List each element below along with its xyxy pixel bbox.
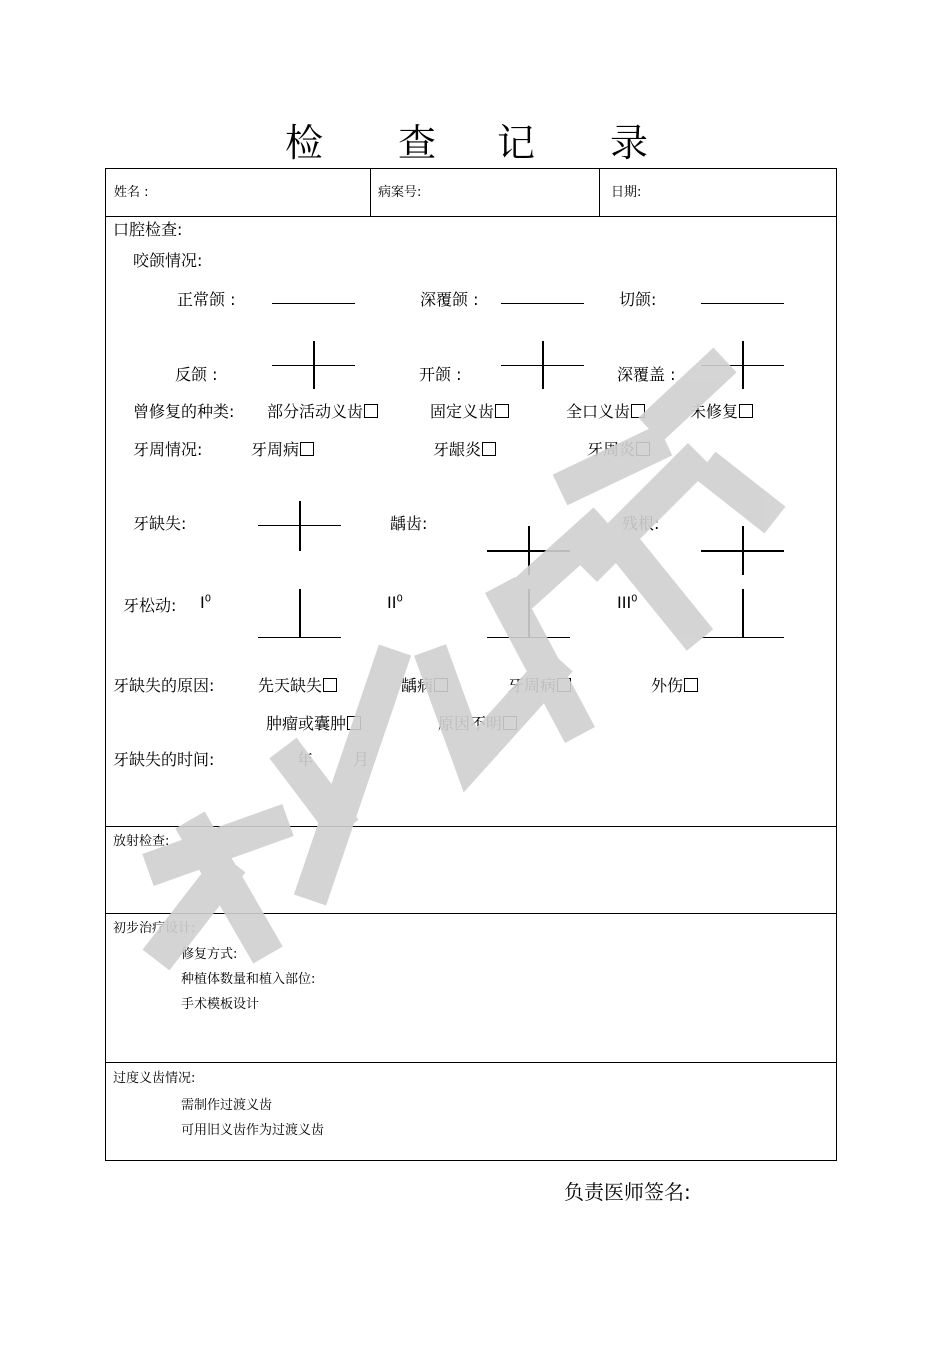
transition-item-new: 需制作过渡义齿 bbox=[181, 1098, 273, 1113]
caries-cross-v bbox=[528, 526, 530, 575]
edge-bite-label: 切颌: bbox=[619, 290, 657, 309]
checkbox-icon[interactable] bbox=[347, 716, 361, 730]
checkbox-icon[interactable] bbox=[684, 678, 698, 692]
normal-bite-line[interactable] bbox=[272, 303, 355, 304]
restoration-option-full-text: 全口义齿 bbox=[566, 402, 631, 421]
case-number-label: 病案号: bbox=[378, 185, 422, 200]
missing-time-label: 牙缺失的时间: bbox=[113, 750, 215, 769]
restoration-option-none[interactable] bbox=[690, 399, 753, 422]
reverse-bite-label: 反颌 : bbox=[175, 365, 218, 384]
mobility-label: 牙松动: bbox=[123, 596, 177, 615]
title-char-1: 检 bbox=[285, 121, 324, 165]
perio-option-periodontitis[interactable] bbox=[587, 437, 650, 460]
checkbox-icon[interactable] bbox=[482, 442, 496, 456]
treatment-heading: 初步治疗设计: bbox=[113, 921, 196, 936]
missing-cross-v bbox=[299, 501, 301, 551]
checkbox-icon[interactable] bbox=[300, 442, 314, 456]
mobility-i-line-h bbox=[258, 637, 341, 638]
mobility-iii bbox=[617, 593, 638, 612]
treatment-item-method: 修复方式: bbox=[181, 947, 238, 962]
mobility-ii-line-v bbox=[528, 589, 530, 637]
cause-option-tumor[interactable] bbox=[266, 711, 361, 734]
cause-label: 牙缺失的原因: bbox=[113, 676, 215, 695]
mobility-i-text: I bbox=[200, 593, 205, 612]
perio-option-gingivitis[interactable] bbox=[433, 437, 496, 460]
checkbox-icon[interactable] bbox=[323, 678, 337, 692]
open-cross-v bbox=[542, 341, 544, 389]
restoration-option-fixed-text: 固定义齿 bbox=[430, 402, 495, 421]
checkbox-icon[interactable] bbox=[495, 404, 509, 418]
mobility-ii bbox=[387, 593, 403, 612]
mobility-iii-line-h bbox=[701, 637, 784, 638]
treatment-item-implants: 种植体数量和植入部位: bbox=[181, 972, 316, 987]
caries-label: 龋齿: bbox=[390, 514, 428, 533]
cause-option-trauma-text: 外伤 bbox=[651, 676, 684, 695]
cause-option-perio[interactable] bbox=[508, 673, 571, 696]
mobility-iii-text: III bbox=[617, 593, 632, 612]
root-label: 残根: bbox=[622, 514, 660, 533]
transition-item-old: 可用旧义齿作为过渡义齿 bbox=[181, 1123, 325, 1138]
restoration-option-fixed[interactable] bbox=[430, 399, 509, 422]
cause-option-caries[interactable] bbox=[401, 673, 448, 696]
cause-option-unknown-text: 原因不明 bbox=[438, 714, 503, 733]
title-char-3: 记 bbox=[497, 121, 536, 165]
missing-time-month: 月 bbox=[353, 750, 370, 769]
checkbox-icon[interactable] bbox=[557, 678, 571, 692]
checkbox-icon[interactable] bbox=[739, 404, 753, 418]
missing-time-year: 年 bbox=[297, 750, 314, 769]
deep-cover-label: 深覆盖 : bbox=[617, 365, 676, 384]
deep-overbite-line[interactable] bbox=[501, 303, 584, 304]
restoration-option-partial-text: 部分活动义齿 bbox=[267, 402, 364, 421]
restoration-label: 曾修复的种类: bbox=[133, 402, 235, 421]
cause-option-congenital-text: 先天缺失 bbox=[258, 676, 323, 695]
checkbox-icon[interactable] bbox=[631, 404, 645, 418]
perio-option-disease-text: 牙周病 bbox=[251, 440, 300, 459]
cause-option-unknown[interactable] bbox=[438, 711, 517, 734]
perio-label: 牙周情况: bbox=[133, 440, 203, 459]
edge-bite-line[interactable] bbox=[701, 303, 784, 304]
checkbox-icon[interactable] bbox=[434, 678, 448, 692]
checkbox-icon[interactable] bbox=[503, 716, 517, 730]
treatment-section bbox=[105, 913, 837, 1063]
perio-option-gingivitis-text: 牙龈炎 bbox=[433, 440, 482, 459]
mobility-iii-degree: 0 bbox=[631, 593, 638, 605]
deep-overbite-label: 深覆颌 : bbox=[420, 290, 479, 309]
restoration-option-none-text: 未修复 bbox=[690, 402, 739, 421]
cause-option-tumor-text: 肿瘤或囊肿 bbox=[266, 714, 347, 733]
mobility-i-line-v bbox=[299, 589, 301, 637]
mobility-i-degree: 0 bbox=[204, 593, 212, 605]
radiology-section bbox=[105, 826, 837, 914]
mobility-i bbox=[200, 593, 211, 612]
title-char-2: 查 bbox=[398, 121, 437, 165]
checkbox-icon[interactable] bbox=[364, 404, 378, 418]
radiology-heading: 放射检查: bbox=[113, 834, 170, 849]
mobility-ii-line-h bbox=[487, 637, 570, 638]
normal-bite-label: 正常颌 : bbox=[177, 290, 236, 309]
bite-heading: 咬颌情况: bbox=[133, 251, 203, 270]
perio-option-disease[interactable] bbox=[251, 437, 314, 460]
reverse-cross-v bbox=[313, 341, 315, 389]
deep-cover-cross-v bbox=[742, 341, 744, 389]
mobility-iii-line-v bbox=[742, 589, 744, 637]
date-label: 日期: bbox=[611, 185, 642, 200]
oral-exam-heading: 口腔检查: bbox=[113, 220, 183, 239]
cause-option-trauma[interactable] bbox=[651, 673, 698, 696]
cause-option-caries-text: 龋病 bbox=[401, 676, 434, 695]
checkbox-icon[interactable] bbox=[636, 442, 650, 456]
treatment-item-template: 手术模板设计 bbox=[181, 997, 260, 1012]
restoration-option-partial[interactable] bbox=[267, 399, 378, 422]
doctor-signature-label: 负责医师签名: bbox=[564, 1180, 691, 1204]
open-bite-label: 开颌 : bbox=[419, 365, 462, 384]
restoration-option-full[interactable] bbox=[566, 399, 645, 422]
perio-option-periodontitis-text: 牙周炎 bbox=[587, 440, 636, 459]
root-cross-v bbox=[742, 526, 744, 575]
mobility-ii-degree: 0 bbox=[396, 593, 403, 605]
title-char-4: 录 bbox=[610, 121, 649, 165]
missing-label: 牙缺失: bbox=[133, 514, 187, 533]
mobility-ii-text: II bbox=[387, 593, 397, 612]
cause-option-perio-text: 牙周病 bbox=[508, 676, 557, 695]
cause-option-congenital[interactable] bbox=[258, 673, 337, 696]
name-label: 姓名 : bbox=[114, 185, 149, 200]
transition-heading: 过度义齿情况: bbox=[113, 1071, 196, 1086]
